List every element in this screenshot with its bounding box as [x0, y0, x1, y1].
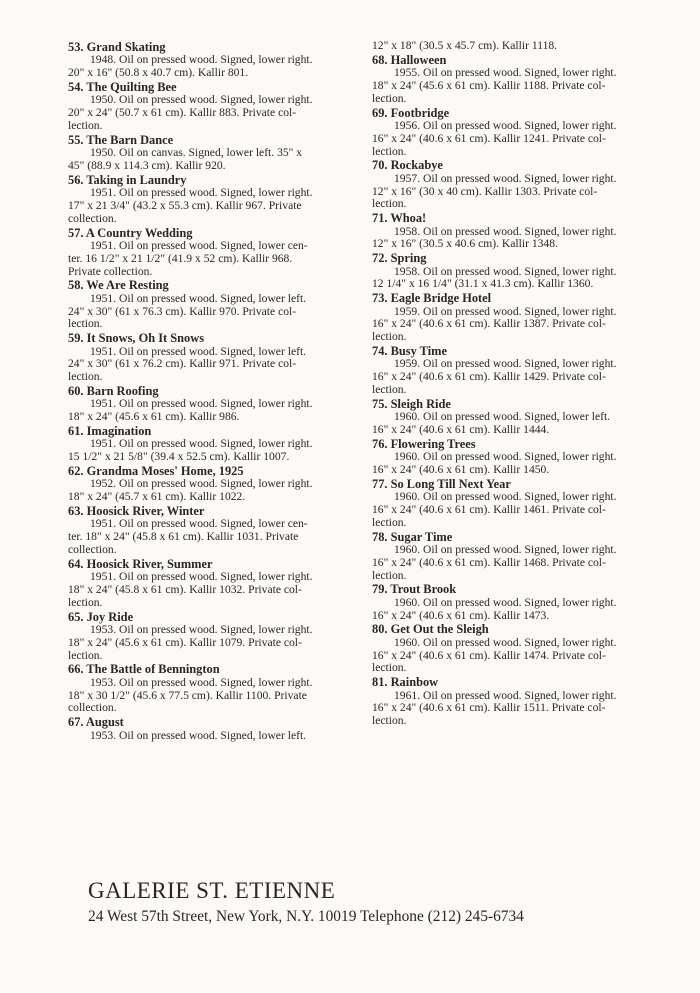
entry-description-line: 45" (88.9 x 114.3 cm). Kallir 920. — [68, 159, 226, 172]
entry-description-line: collection. — [68, 211, 117, 225]
catalog-entry — [372, 106, 662, 159]
entry-title — [68, 464, 368, 478]
catalog-entry — [372, 582, 662, 622]
entry-number: 65. — [68, 609, 84, 624]
catalog-entry — [372, 53, 662, 106]
entry-description-line: lection. — [372, 330, 407, 344]
entry-title-text: The Battle of Bennington — [86, 662, 220, 677]
entry-description-line: ter. 16 1/2" x 21 1/2" (41.9 x 52 cm). Kallir 968. — [68, 251, 293, 265]
entry-description-line: lection. — [68, 317, 103, 331]
entry-number: 70. — [372, 158, 388, 173]
entry-description — [68, 571, 368, 609]
catalog-entry — [372, 291, 662, 344]
entry-description — [372, 226, 662, 252]
entry-description-line: 12 1/4" x 16 1/4" (31.1 x 41.3 cm). Kallir 1360. — [372, 277, 594, 291]
entry-title-text: Busy Time — [390, 343, 447, 358]
entry-title — [372, 530, 662, 544]
entry-description-line: 15 1/2" x 21 5/8" (39.4 x 52.5 cm). Kallir 1007. — [68, 450, 290, 464]
entry-title — [68, 662, 368, 676]
catalog-entry — [372, 675, 662, 728]
entry-description-line: 1951. Oil on pressed wood. Signed, lower cen- — [90, 517, 308, 531]
entry-description-line: 1959. Oil on pressed wood. Signed, lower right. — [394, 357, 617, 371]
entry-description-line: 1955. Oil on pressed wood. Signed, lower right. — [394, 66, 617, 80]
entry-description-line: 1959. Oil on pressed wood. Signed, lower right. — [394, 304, 617, 318]
entry-title-text: A Country Wedding — [85, 225, 193, 240]
entry-title-text: Rockabye — [390, 158, 443, 173]
entry-description-line: 18" x 24" (45.6 x 61 cm). Kallir 1188. Private col- — [372, 79, 606, 92]
entry-description-line: 1958. Oil on pressed wood. Signed, lower right. — [394, 224, 617, 238]
entry-number: 55. — [68, 132, 84, 147]
entry-number: 81. — [372, 675, 388, 690]
entry-title-text: Footbridge — [390, 105, 450, 120]
entry-description-line: 1960. Oil on pressed wood. Signed, lower left. — [394, 410, 611, 424]
entry-description — [68, 518, 368, 556]
left-column — [68, 40, 368, 742]
entry-description-line: 1951. Oil on pressed wood. Signed, lower right. — [90, 186, 313, 200]
entry-description — [372, 491, 662, 529]
entry-title-text: Spring — [390, 251, 427, 266]
gallery-footer — [88, 877, 668, 927]
entry-title — [372, 158, 662, 172]
entry-title — [372, 397, 662, 411]
entry-description-line: 12" x 16" (30 x 40 cm). Kallir 1303. Private col- — [372, 184, 598, 198]
catalog-entry — [372, 158, 662, 211]
catalog-entry — [372, 477, 662, 530]
entry-number: 54. — [68, 80, 84, 94]
catalog-entry — [68, 80, 368, 133]
entry-description-line: 1961. Oil on pressed wood. Signed, lower right. — [394, 688, 617, 702]
entry-title — [372, 251, 662, 265]
entry-title-text: Get Out the Sleigh — [390, 622, 489, 637]
entry-description-line: collection. — [68, 701, 117, 715]
entry-description-line: 1951. Oil on pressed wood. Signed, lower right. — [90, 570, 313, 584]
catalog-entry — [68, 424, 368, 464]
entry-number: 64. — [68, 556, 84, 571]
entry-description-line: 16" x 24" (40.6 x 61 cm). Kallir 1473. — [372, 608, 550, 622]
entry-description-line: lection. — [372, 197, 407, 211]
catalog-entry — [68, 278, 368, 331]
entry-description-line: lection. — [372, 661, 407, 675]
entry-number: 75. — [372, 396, 388, 411]
entry-description — [68, 187, 368, 225]
entry-description-line: 16" x 24" (40.6 x 61 cm). Kallir 1241. Private col- — [372, 131, 606, 145]
entry-description — [372, 411, 662, 437]
entry-title — [68, 715, 368, 729]
entry-title — [372, 53, 662, 67]
entry-title — [68, 173, 368, 187]
entry-title-text: Barn Roofing — [86, 383, 159, 398]
entry-description-line: 16" x 24" (40.6 x 61 cm). Kallir 1511. Private col- — [372, 701, 606, 715]
entry-description-line: lection. — [68, 370, 103, 384]
entry-description-line: 18" x 24" (45.6 x 61 cm). Kallir 1079. Private col- — [68, 635, 302, 649]
entry-description-line: 1951. Oil on pressed wood. Signed, lower cen- — [90, 239, 308, 252]
entry-description — [372, 637, 662, 675]
entry-description-line: lection. — [68, 119, 103, 132]
entry-description-line: 18" x 30 1/2" (45.6 x 77.5 cm). Kallir 1100. Private — [68, 688, 307, 702]
entry-number: 66. — [68, 662, 84, 677]
entry-description — [372, 690, 662, 728]
catalog-entry — [372, 397, 662, 437]
entry-number: 63. — [68, 503, 84, 518]
entry-description-line: 1952. Oil on pressed wood. Signed, lower right. — [90, 477, 313, 491]
entry-number: 71. — [372, 211, 388, 226]
entry-number: 61. — [68, 423, 84, 438]
entry-description-line: lection. — [68, 595, 103, 609]
catalog-entry — [372, 622, 662, 675]
entry-description-line: 1950. Oil on canvas. Signed, lower left. 35" x — [90, 146, 303, 160]
entry-number: 76. — [372, 436, 388, 451]
entry-title — [68, 384, 368, 398]
entry-description — [68, 147, 368, 173]
entry-number: 73. — [372, 291, 388, 306]
catalog-entry — [372, 251, 662, 291]
entry-description-line: 16" x 24" (40.6 x 61 cm). Kallir 1444. — [372, 422, 550, 436]
entry-description-line: lection. — [372, 144, 407, 158]
entry-description — [68, 346, 368, 384]
entry-description — [68, 94, 368, 132]
entry-title-text: Rainbow — [390, 675, 439, 690]
entry-description-line: 1951. Oil on pressed wood. Signed, lower left. — [90, 291, 307, 305]
entry-description-line: 12" x 16" (30.5 x 40.6 cm). Kallir 1348. — [372, 237, 558, 251]
entry-description-line: 1960. Oil on pressed wood. Signed, lower right. — [394, 542, 617, 556]
catalog-entry — [68, 384, 368, 424]
entry-description-line: 16" x 24" (40.6 x 61 cm). Kallir 1474. Private col- — [372, 648, 606, 662]
entry-description-line: 20" x 16" (50.8 x 40.7 cm). Kallir 801. — [68, 66, 249, 80]
catalog-entry — [68, 40, 368, 80]
entry-number: 59. — [68, 331, 84, 346]
entry-description-line: lection. — [372, 714, 407, 728]
entry-description-line: 1953. Oil on pressed wood. Signed, lower right. — [90, 675, 313, 689]
entry-number: 69. — [372, 105, 388, 120]
entry-description — [372, 120, 662, 158]
entry-title — [372, 106, 662, 120]
entry-title-text: August — [85, 715, 124, 730]
catalog-entry — [68, 557, 368, 610]
entry-description — [372, 597, 662, 623]
right-column — [372, 40, 662, 728]
entry-description-line: 24" x 30" (61 x 76.3 cm). Kallir 970. Private col- — [68, 304, 297, 318]
catalog-entry — [372, 211, 662, 251]
entry-description — [68, 54, 368, 80]
entry-number: 78. — [372, 529, 388, 544]
entry-title — [68, 226, 368, 240]
entry-title — [68, 331, 368, 345]
catalog-entry — [372, 344, 662, 397]
entry-description-line: 1953. Oil on pressed wood. Signed, lower right. — [90, 622, 313, 636]
entry-number: 72. — [372, 251, 388, 266]
entry-description — [372, 173, 662, 211]
entry-description-line: lection. — [68, 648, 103, 662]
entry-title-text: Halloween — [390, 52, 447, 67]
entry-number: 67. — [68, 715, 84, 730]
entry-description-line: 1950. Oil on pressed wood. Signed, lower right. — [90, 93, 313, 107]
continued-entry-text: 12" x 18" (30.5 x 45.7 cm). Kallir 1118. — [372, 39, 558, 52]
entry-description-line: 1960. Oil on pressed wood. Signed, lower right. — [394, 450, 617, 464]
left-entry-list — [68, 40, 368, 742]
catalog-entry — [68, 662, 368, 715]
entry-title — [372, 582, 662, 596]
entry-title — [68, 610, 368, 624]
entry-description — [68, 293, 368, 331]
entry-description — [68, 438, 368, 464]
catalog-entry — [68, 610, 368, 663]
entry-description — [372, 358, 662, 396]
entry-number: 80. — [372, 622, 388, 637]
entry-description — [68, 398, 368, 424]
entry-description-line: 1956. Oil on pressed wood. Signed, lower right. — [394, 119, 617, 132]
entry-description-line: 18" x 24" (45.6 x 61 cm). Kallir 986. — [68, 410, 240, 424]
catalog-entry — [68, 173, 368, 226]
entry-description-line: collection. — [68, 542, 117, 556]
entry-title-text: The Barn Dance — [86, 132, 174, 147]
entry-description — [372, 306, 662, 344]
entry-title-text: Hoosick River, Summer — [86, 556, 213, 571]
entry-description-line: 16" x 24" (40.6 x 61 cm). Kallir 1429. Private col- — [372, 370, 606, 384]
entry-title — [68, 40, 368, 54]
entry-number: 62. — [68, 463, 84, 478]
entry-description-line: 1953. Oil on pressed wood. Signed, lower left. — [90, 728, 307, 742]
entry-title-text: So Long Till Next Year — [390, 476, 511, 491]
catalog-entry — [372, 530, 662, 583]
entry-description-line: 1958. Oil on pressed wood. Signed, lower right. — [394, 264, 617, 278]
entry-number: 57. — [68, 225, 84, 240]
catalog-entry — [68, 331, 368, 384]
entry-description-line: 1960. Oil on pressed wood. Signed, lower right. — [394, 490, 617, 504]
entry-description-line: Private collection. — [68, 264, 153, 278]
entry-description-line: 16" x 24" (40.6 x 61 cm). Kallir 1387. Private col- — [372, 317, 606, 331]
entry-title-text: Whoa! — [390, 211, 427, 226]
entry-description-line: lection. — [372, 568, 407, 582]
entry-description-line: ter. 18" x 24" (45.8 x 61 cm). Kallir 1031. Private — [68, 530, 299, 544]
entry-title-text: Sleigh Ride — [390, 396, 451, 411]
entry-description-line: 24" x 30" (61 x 76.2 cm). Kallir 971. Private col- — [68, 357, 297, 371]
entry-description-line: 16" x 24" (40.6 x 61 cm). Kallir 1450. — [372, 462, 550, 476]
entry-title-text: Eagle Bridge Hotel — [390, 291, 492, 306]
entry-number: 53. — [68, 40, 84, 54]
entry-title — [68, 278, 368, 292]
catalog-entry — [68, 226, 368, 279]
entry-number: 79. — [372, 582, 388, 597]
entry-title-text: The Quilting Bee — [86, 80, 177, 94]
entry-title — [372, 291, 662, 305]
entry-description-line: 16" x 24" (40.6 x 61 cm). Kallir 1468. Private col- — [372, 555, 606, 569]
catalog-entry — [68, 504, 368, 557]
entry-title-text: Flowering Trees — [390, 436, 476, 451]
entry-description — [68, 730, 368, 743]
entry-description-line: 1951. Oil on pressed wood. Signed, lower left. — [90, 344, 307, 358]
gallery-name: GALERIE ST. ETIENNE — [88, 878, 336, 903]
entry-title — [372, 477, 662, 491]
entry-description — [372, 544, 662, 582]
entry-description-line: 18" x 24" (45.8 x 61 cm). Kallir 1032. Private col- — [68, 582, 302, 596]
entry-description-line: 16" x 24" (40.6 x 61 cm). Kallir 1461. Private col- — [372, 502, 606, 516]
entry-number: 60. — [68, 383, 84, 398]
entry-description — [68, 624, 368, 662]
entry-title — [372, 344, 662, 358]
entry-title-text: We Are Resting — [86, 278, 169, 293]
entry-number: 68. — [372, 52, 388, 67]
entry-title — [372, 622, 662, 636]
entry-title-text: Trout Brook — [390, 582, 457, 597]
entry-number: 77. — [372, 476, 388, 491]
entry-title — [68, 504, 368, 518]
entry-description-line: 20" x 24" (50.7 x 61 cm). Kallir 883. Private col- — [68, 106, 297, 120]
entry-title — [68, 133, 368, 147]
entry-title-text: Imagination — [86, 423, 152, 438]
entry-description-line: 1951. Oil on pressed wood. Signed, lower right. — [90, 397, 313, 411]
entry-title-text: Taking in Laundry — [86, 172, 187, 187]
entry-title-text: Grand Skating — [86, 40, 166, 54]
entry-description-line: 1948. Oil on pressed wood. Signed, lower right. — [90, 53, 313, 67]
entry-number: 58. — [68, 278, 84, 293]
entry-description-line: lection. — [372, 91, 407, 105]
entry-description — [372, 67, 662, 105]
entry-title — [68, 80, 368, 94]
entry-number: 74. — [372, 343, 388, 358]
entry-description-line: 1951. Oil on pressed wood. Signed, lower right. — [90, 437, 313, 451]
catalog-entry — [68, 464, 368, 504]
entry-title — [372, 211, 662, 225]
entry-description — [372, 451, 662, 477]
entry-description-line: 18" x 24" (45.7 x 61 cm). Kallir 1022. — [68, 490, 246, 504]
entry-title-text: It Snows, Oh It Snows — [86, 331, 205, 346]
entry-title-text: Hoosick River, Winter — [86, 503, 205, 518]
catalog-entry — [68, 715, 368, 742]
entry-description — [68, 677, 368, 715]
entry-description — [68, 478, 368, 504]
catalog-entry — [68, 133, 368, 173]
entry-title — [372, 437, 662, 451]
entry-description-line: lection. — [372, 515, 407, 529]
right-entry-list — [372, 53, 662, 728]
entry-description — [372, 266, 662, 292]
entry-description-line: lection. — [372, 382, 407, 396]
entry-description-line: 17" x 21 3/4" (43.2 x 55.3 cm). Kallir 967. Private — [68, 199, 302, 212]
entry-number: 56. — [68, 172, 84, 187]
entry-title-text: Grandma Moses' Home, 1925 — [86, 463, 244, 478]
catalog-entry — [372, 437, 662, 477]
entry-description-line: 1957. Oil on pressed wood. Signed, lower right. — [394, 171, 617, 185]
entry-description-line: 1960. Oil on pressed wood. Signed, lower right. — [394, 595, 617, 609]
entry-title — [372, 675, 662, 689]
entry-description-line: 1960. Oil on pressed wood. Signed, lower right. — [394, 635, 617, 649]
entry-title-text: Sugar Time — [390, 529, 453, 544]
gallery-address: 24 West 57th Street, New York, N.Y. 10019 Telephone (212) 245-6734 — [88, 908, 524, 925]
entry-description — [68, 240, 368, 278]
entry-title-text: Joy Ride — [86, 609, 134, 624]
entry-title — [68, 424, 368, 438]
entry-title — [68, 557, 368, 571]
